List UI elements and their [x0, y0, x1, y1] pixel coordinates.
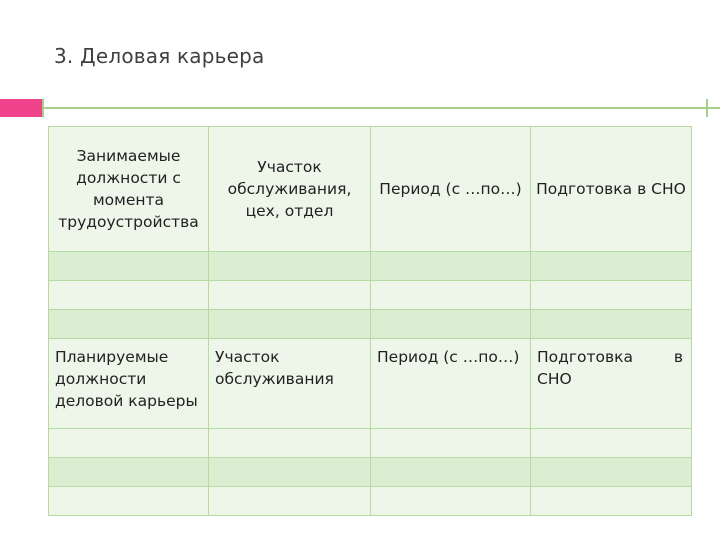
header-positions: Занимаемые должности с момента трудоустройства [49, 127, 209, 252]
table-cell[interactable] [371, 429, 531, 458]
table-cell[interactable] [371, 310, 531, 339]
rule-ticks [0, 99, 720, 117]
table-cell[interactable] [531, 487, 692, 516]
table-cell[interactable] [49, 252, 209, 281]
table-row [49, 429, 692, 458]
table-cell[interactable] [209, 458, 371, 487]
table-cell[interactable] [531, 310, 692, 339]
table-row [49, 487, 692, 516]
table-cell[interactable] [49, 281, 209, 310]
table-row [49, 281, 692, 310]
table-cell[interactable] [49, 310, 209, 339]
table-cell[interactable] [49, 429, 209, 458]
table-cell[interactable] [49, 487, 209, 516]
career-table [48, 126, 692, 516]
table-header-row [49, 127, 692, 252]
table-cell[interactable] [531, 458, 692, 487]
slide-title: 3. Деловая карьера [54, 44, 265, 68]
table-cell[interactable] [371, 487, 531, 516]
table-cell[interactable] [209, 252, 371, 281]
table-cell[interactable] [531, 429, 692, 458]
table-cell[interactable] [49, 458, 209, 487]
table-cell[interactable] [371, 281, 531, 310]
header-training: Подготовка в СНО [531, 127, 692, 252]
rule-tick-right [706, 99, 708, 117]
header-period: Период (с …по…) [371, 127, 531, 252]
table-row [49, 310, 692, 339]
table-cell[interactable] [209, 281, 371, 310]
table-cell[interactable] [371, 252, 531, 281]
table-cell[interactable] [531, 252, 692, 281]
table-cell[interactable] [209, 429, 371, 458]
header-area: Участок обслуживания, цех, отдел [209, 127, 371, 252]
table-cell[interactable] [209, 310, 371, 339]
table-cell[interactable] [371, 458, 531, 487]
table-cell[interactable] [531, 281, 692, 310]
plan-header-row [49, 339, 692, 429]
plan-area: Участок обслуживания [209, 339, 371, 429]
table-row [49, 252, 692, 281]
plan-positions: Планируемые должности деловой карьеры [49, 339, 209, 429]
rule-tick-left [42, 99, 44, 117]
plan-training: Подготовка в СНО [531, 339, 692, 429]
table-row [49, 458, 692, 487]
plan-period: Период (с …по…) [371, 339, 531, 429]
table-cell[interactable] [209, 487, 371, 516]
